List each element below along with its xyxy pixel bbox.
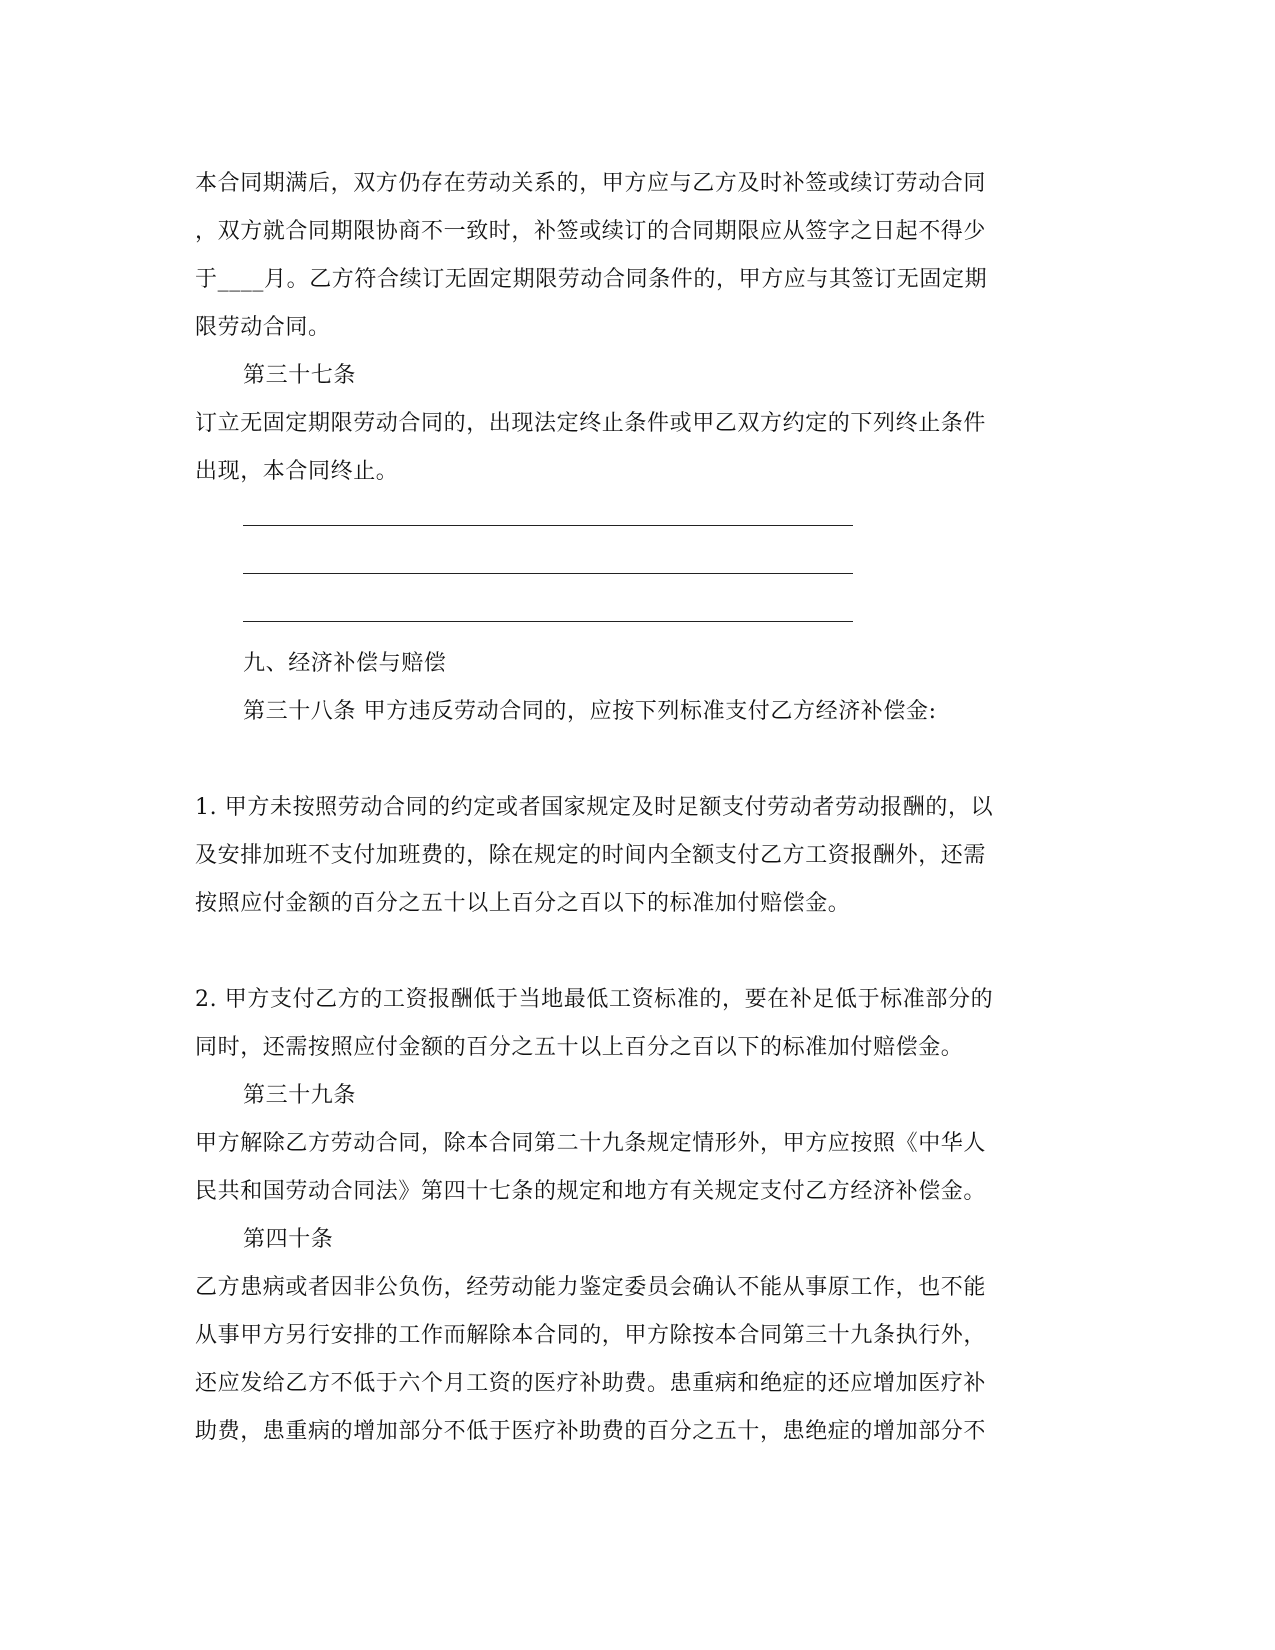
article-40-title: 第四十条 (243, 1227, 334, 1252)
blank-rule (243, 573, 853, 574)
section-9-title: 九、经济补偿与赔偿 (243, 651, 447, 676)
list-item-line: 2. 甲方支付乙方的工资报酬低于当地最低工资标准的，要在补足低于标准部分的 (195, 987, 994, 1012)
paragraph-line: ，双方就合同期限协商不一致时，补签或续订的合同期限应从签字之日起不得少 (195, 219, 987, 244)
paragraph-line: 民共和国劳动合同法》第四十七条的规定和地方有关规定支付乙方经济补偿金。 (195, 1179, 987, 1204)
fill-in-blank-line (195, 544, 1075, 592)
paragraph-line: 甲方解除乙方劳动合同，除本合同第二十九条规定情形外，甲方应按照《中华人 (195, 1131, 987, 1156)
list-item-line: 及安排加班不支付加班费的，除在规定的时间内全额支付乙方工资报酬外，还需 (195, 843, 987, 868)
paragraph-line: 订立无固定期限劳动合同的，出现法定终止条件或甲乙双方约定的下列终止条件 (195, 411, 987, 436)
article-39-title: 第三十九条 (243, 1083, 357, 1108)
document-body (195, 160, 1075, 1456)
paragraph-line: 乙方患病或者因非公负伤，经劳动能力鉴定委员会确认不能从事原工作，也不能 (195, 1275, 987, 1300)
paragraph-line: 于____月。乙方符合续订无固定期限劳动合同条件的，甲方应与其签订无固定期 (195, 267, 988, 292)
blank-rule (243, 621, 853, 622)
spacer (195, 928, 1075, 976)
paragraph-line: 出现，本合同终止。 (195, 459, 399, 484)
fill-in-blank-line (195, 592, 1075, 640)
paragraph-line: 本合同期满后，双方仍存在劳动关系的，甲方应与乙方及时补签或续订劳动合同 (195, 171, 987, 196)
article-37-title: 第三十七条 (243, 363, 357, 388)
spacer (195, 736, 1075, 784)
list-item-line: 1. 甲方未按照劳动合同的约定或者国家规定及时足额支付劳动者劳动报酬的，以 (195, 795, 994, 820)
paragraph-line: 限劳动合同。 (195, 315, 331, 340)
article-38-title: 第三十八条 甲方违反劳动合同的，应按下列标准支付乙方经济补偿金: (243, 699, 937, 724)
list-item-line: 同时，还需按照应付金额的百分之五十以上百分之百以下的标准加付赔偿金。 (195, 1035, 964, 1060)
blank-rule (243, 525, 853, 526)
paragraph-line: 助费，患重病的增加部分不低于医疗补助费的百分之五十，患绝症的增加部分不 (195, 1419, 987, 1444)
paragraph-line: 还应发给乙方不低于六个月工资的医疗补助费。患重病和绝症的还应增加医疗补 (195, 1371, 987, 1396)
paragraph-line: 从事甲方另行安排的工作而解除本合同的，甲方除按本合同第三十九条执行外， (195, 1323, 987, 1348)
fill-in-blank-line (195, 496, 1075, 544)
list-item-line: 按照应付金额的百分之五十以上百分之百以下的标准加付赔偿金。 (195, 891, 851, 916)
